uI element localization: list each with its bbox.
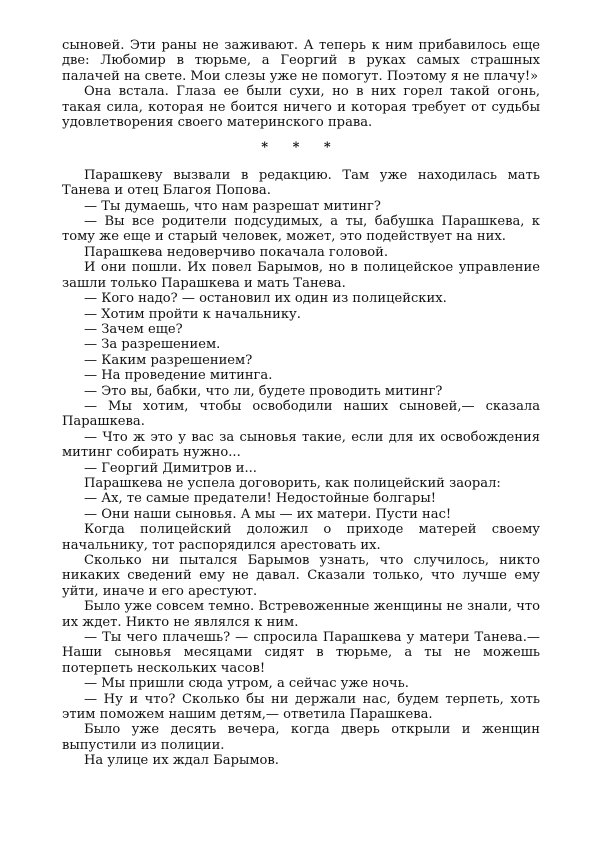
paragraph: — Зачем еще?: [84, 321, 183, 337]
paragraph: Парашкева не успела договорить, как полицейский заорал:: [84, 475, 501, 491]
paragraph: — Кого надо? — остановил их один из полицейских.: [84, 291, 447, 307]
paragraph: Когда полицейский доложил о приходе матерей своему начальнику, тот распорядился арестовать их.: [62, 522, 540, 553]
paragraph: И они пошли. Их повел Барымов, но в полицейское управление зашли только Парашкева и мать Танева.: [62, 260, 540, 291]
text-block-after: [62, 168, 540, 769]
paragraph: Она встала. Глаза ее были сухи, но в них горел такой огонь, такая сила, которая не боится ничего и которая требует от судьбы удовлетворения своего материнского права.: [62, 84, 540, 131]
paragraph: — Ты думаешь, что нам разрешат митинг?: [84, 198, 381, 214]
paragraph: — Мы пришли сюда утром, а сейчас уже ночь.: [84, 676, 409, 692]
paragraph: — Вы все родители подсудимых, а ты, бабушка Парашкева, к тому же еще и старый человек, может, это подействует на них.: [62, 214, 540, 245]
paragraph: сыновей. Эти раны не заживают. А теперь к ним прибавилось еще две: Любомир в тюрьме, а Георгий в руках самых страшных палачей на свете. Мои слезы уже не помогут. Поэтому я не плачу!»: [62, 38, 540, 84]
paragraph: — Каким разрешением?: [84, 352, 253, 368]
paragraph: — Что ж это у вас за сыновья такие, если для их освобождения митинг собирать нужно...: [62, 429, 540, 461]
paragraph: — На проведение митинга.: [84, 368, 273, 384]
text-block-before: [62, 38, 540, 130]
paragraph: — Это вы, бабки, что ли, будете проводить митинг?: [84, 383, 443, 399]
paragraph: — Хотим пройти к начальнику.: [84, 306, 301, 322]
paragraph: Было уже десять вечера, когда дверь открыли и женщин выпустили из полиции.: [62, 722, 540, 753]
paragraph: Парашкеву вызвали в редакцию. Там уже находилась мать Танева и отец Благоя Попова.: [62, 167, 540, 199]
paragraph: Парашкева недоверчиво покачала головой.: [84, 244, 389, 260]
paragraph: — Георгий Димитров и...: [84, 460, 257, 476]
paragraph: На улице их ждал Барымов.: [84, 753, 279, 769]
paragraph: Сколько ни пытался Барымов узнать, что случилось, никто никаких сведений ему не давал. Сказали только, что лучше ему уйти, иначе и его арестуют.: [62, 553, 540, 599]
paragraph: Было уже совсем темно. Встревоженные женщины не знали, что их ждет. Никто не являлся к ним.: [62, 599, 540, 630]
paragraph: — Ну и что? Сколько бы ни держали нас, будем терпеть, хоть этим поможем нашим детям,— ответила Парашкева.: [62, 691, 540, 723]
paragraph: — За разрешением.: [84, 337, 221, 353]
paragraph: — Мы хотим, чтобы освободили наших сыновей,— сказала Парашкева.: [62, 398, 540, 430]
book-page: [62, 38, 540, 769]
paragraph: — Они наши сыновья. А мы — их матери. Пусти нас!: [84, 506, 452, 522]
paragraph: — Ты чего плачешь? — спросила Парашкева у матери Танева.— Наши сыновья месяцами сидят в тюрьме, а ты не можешь потерпеть нескольких часов!: [62, 630, 540, 676]
section-separator: * * *: [261, 140, 341, 156]
paragraph: — Ах, те самые предатели! Недостойные болгары!: [84, 491, 437, 507]
